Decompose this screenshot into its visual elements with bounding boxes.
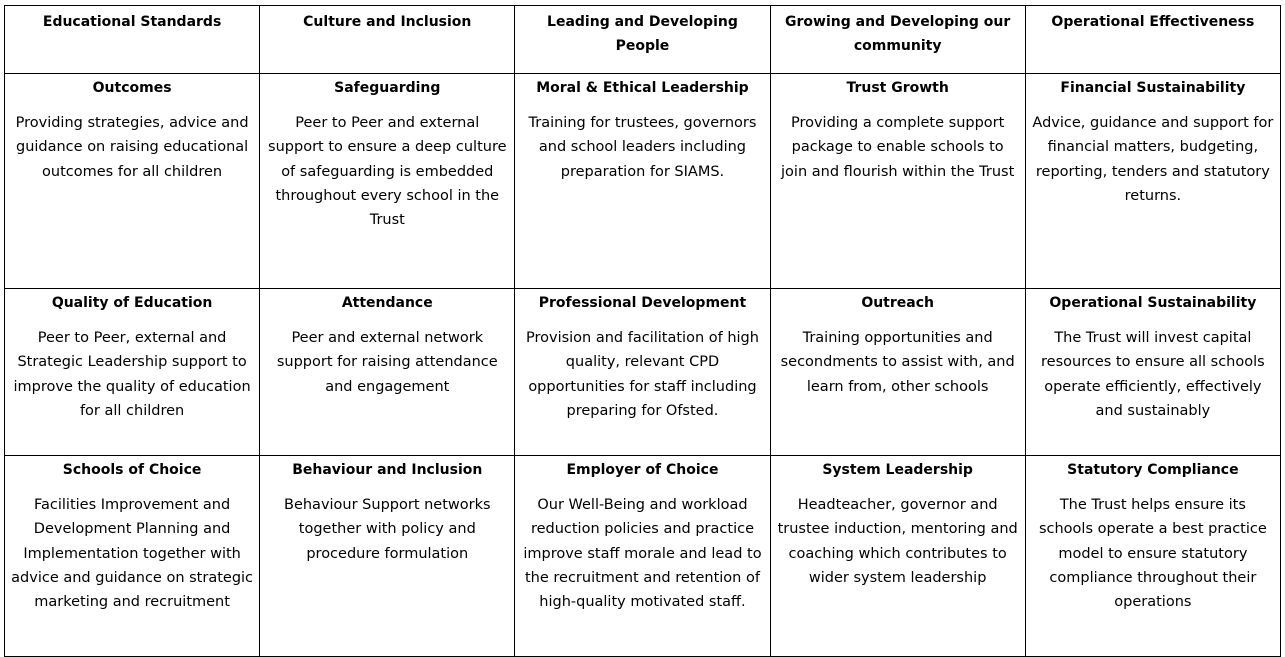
cell-title: Operational Sustainability — [1049, 295, 1257, 311]
column-heading: Educational Standards — [42, 14, 222, 30]
column-heading: Growing and Developing our community — [785, 14, 1011, 54]
header-cell — [1025, 6, 1280, 74]
cell-title: Professional Development — [538, 295, 747, 311]
cell-text: Facilities Improvement and Development Planning and Implementation together with advice and guidance on strategic marketing and recruitment — [11, 497, 254, 611]
cell-text: Peer to Peer, external and Strategic Leadership support to improve the quality of education for all children — [13, 330, 251, 419]
table-cell — [1025, 289, 1280, 456]
cell-text: Peer and external network support for raising attendance and engagement — [276, 330, 498, 395]
cell-title: Financial Sustainability — [1060, 80, 1246, 96]
table-cell — [770, 289, 1025, 456]
cell-text: Training opportunities and secondments to assist with, and learn from, other schools — [780, 330, 1015, 395]
cell-title: Moral & Ethical Leadership — [536, 80, 749, 96]
header-cell — [260, 6, 515, 74]
table-cell — [5, 456, 260, 657]
cell-title: Schools of Choice — [62, 462, 202, 478]
cell-text: The Trust helps ensure its schools operate a best practice model to ensure statutory compliance throughout their operations — [1038, 497, 1267, 611]
cell-text: Headteacher, governor and trustee induction, mentoring and coaching which contributes to wider system leadership — [777, 497, 1018, 586]
table-row — [5, 456, 1281, 657]
cell-text: The Trust will invest capital resources to ensure all schools operate efficiently, effectively and sustainably — [1041, 330, 1265, 419]
column-heading: Culture and Inclusion — [303, 14, 472, 30]
header-cell — [770, 6, 1025, 74]
cell-text: Providing strategies, advice and guidance on raising educational outcomes for all children — [15, 115, 249, 180]
cell-title: Outreach — [861, 295, 934, 311]
table-cell — [1025, 74, 1280, 289]
table-row — [5, 289, 1281, 456]
cell-text: Behaviour Support networks together with policy and procedure formulation — [284, 497, 491, 562]
table-cell — [260, 74, 515, 289]
cell-title: Attendance — [341, 295, 433, 311]
cell-text: Peer to Peer and external support to ensure a deep culture of safeguarding is embedded throughout every school in the Trust — [268, 115, 507, 229]
table-cell — [515, 289, 770, 456]
cell-title: Employer of Choice — [566, 462, 719, 478]
table-cell — [515, 456, 770, 657]
table-cell — [515, 74, 770, 289]
cell-text: Provision and facilitation of high quality, relevant CPD opportunities for staff including preparing for Ofsted. — [525, 330, 759, 419]
column-heading: Leading and Developing People — [547, 14, 738, 54]
table-cell — [5, 289, 260, 456]
cell-title: Behaviour and Inclusion — [292, 462, 483, 478]
cell-title: Trust Growth — [846, 80, 949, 96]
table-cell — [770, 456, 1025, 657]
cell-text: Providing a complete support package to enable schools to join and flourish within the Trust — [781, 115, 1015, 180]
table-cell — [770, 74, 1025, 289]
table-cell — [5, 74, 260, 289]
column-heading: Operational Effectiveness — [1051, 14, 1255, 30]
cell-title: Safeguarding — [334, 80, 441, 96]
cell-title: Statutory Compliance — [1067, 462, 1239, 478]
cell-title: Outcomes — [92, 80, 172, 96]
cell-text: Our Well-Being and workload reduction policies and practice improve staff morale and lead to the recruitment and retention of high-quality motivated staff. — [523, 497, 762, 611]
header-cell — [515, 6, 770, 74]
cell-text: Training for trustees, governors and school leaders including preparation for SIAMS. — [528, 115, 757, 180]
cell-text: Advice, guidance and support for financial matters, budgeting, reporting, tenders and statutory returns. — [1032, 115, 1274, 204]
cell-title: System Leadership — [822, 462, 973, 478]
strategy-table — [4, 5, 1281, 657]
header-cell — [5, 6, 260, 74]
header-row — [5, 6, 1281, 74]
cell-title: Quality of Education — [51, 295, 213, 311]
table-row — [5, 74, 1281, 289]
table-cell — [260, 289, 515, 456]
table-cell — [1025, 456, 1280, 657]
table-cell — [260, 456, 515, 657]
